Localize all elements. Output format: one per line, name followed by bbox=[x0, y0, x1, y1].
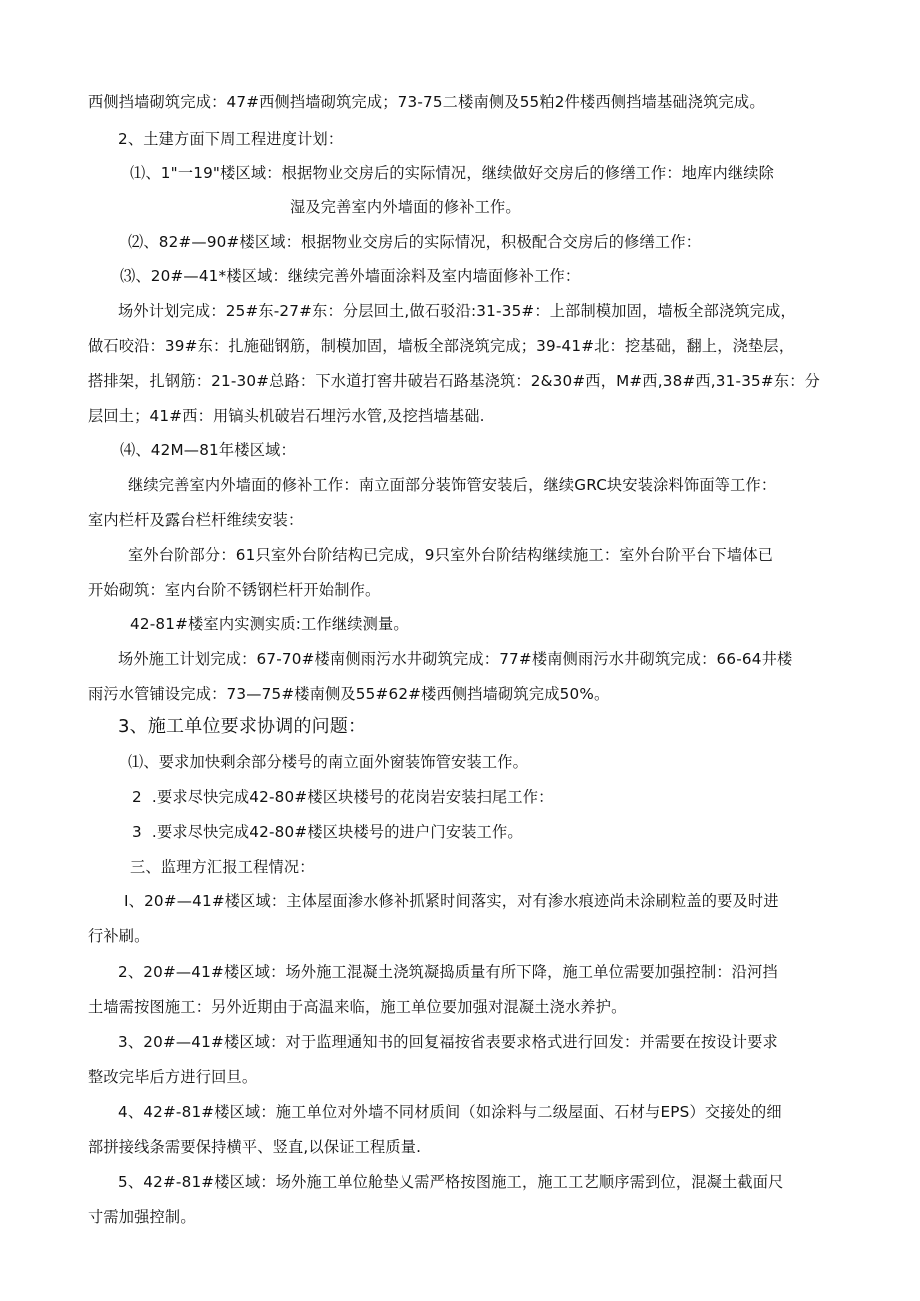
item-3-para-line-4: 层回土；41#西：用镐头机破岩石埋污水管,及挖挡墙基础. bbox=[88, 407, 485, 425]
report-1-line-2: 行补刷。 bbox=[88, 927, 150, 945]
item-3-para-line-3: 搭排架，扎钢筋：21-30#总路：下水道打窖井破岩石路基浇筑：2&30#西，M#西,38#西,31-35#东：分 bbox=[88, 372, 821, 390]
issue-3: 3 .要求尽快完成42-80#楼区块楼号的进户门安装工作。 bbox=[132, 823, 523, 841]
item-4-para2-line-1: 室外台阶部分：61只室外台阶结构已完成，9只室外台阶结构继续施工：室外台阶平台下墙体已 bbox=[128, 546, 774, 564]
report-1-line-1: I、20#—41#楼区域：主体屋面渗水修补抓紧时间落实，对有渗水痕迹尚未涂刷粒盖的要及时进 bbox=[124, 892, 779, 910]
report-3-line-2: 整改完毕后方进行回旦。 bbox=[88, 1068, 258, 1086]
issue-1: ⑴、要求加快剩余部分楼号的南立面外窗装饰管安装工作。 bbox=[128, 753, 529, 771]
item-4-para2-line-2: 开始砌筑：室内台阶不锈钢栏杆开始制作。 bbox=[88, 581, 381, 599]
report-3-line-1: 3、20#—41#楼区域：对于监理通知书的回复福按省表要求格式进行回发：并需要在按设计要求 bbox=[118, 1033, 778, 1051]
item-4-para-line-1: 继续完善室内外墙面的修补工作：南立面部分装饰管安装后，继续GRC块安装涂料饰面等工作： bbox=[128, 476, 777, 494]
item-4-line-1: ⑷、42M—81年楼区域： bbox=[120, 441, 296, 459]
item-1-line-1: ⑴、1"一19"楼区域：根据物业交房后的实际情况，继续做好交房后的修缮工作：地库内继续除 bbox=[130, 164, 775, 182]
report-2-line-2: 土墙需按图施工：另外近期由于高温来临，施工单位要加强对混凝土浇水养护。 bbox=[88, 998, 627, 1016]
report-5-line-2: 寸需加强控制。 bbox=[88, 1208, 196, 1226]
report-2-line-1: 2、20#—41#楼区域：场外施工混凝土浇筑凝捣质量有所下降，施工单位需要加强控制：沿河挡 bbox=[118, 963, 778, 981]
item-4-para3-line-1: 42-81#楼室内实测实质:工作继续测量。 bbox=[130, 615, 409, 633]
section-heading-supervision: 三、监理方汇报工程情况： bbox=[130, 858, 315, 876]
item-3-para-line-1: 场外计划完成：25#东-27#东：分层回土,做石驳沿:31-35#：上部制模加固，墙板全部浇筑完成， bbox=[118, 302, 796, 320]
issue-2: 2 .要求尽快完成42-80#楼区块楼号的花岗岩安装扫尾工作： bbox=[132, 788, 554, 806]
item-1-line-2: 湿及完善室内外墙面的修补工作。 bbox=[290, 198, 521, 216]
item-3-para-line-2: 做石咬沿：39#东：扎施础钢筋，制模加固，墙板全部浇筑完成；39-41#北：挖基础，翻上，浇垫层， bbox=[88, 337, 795, 355]
item-4-para4-line-2: 雨污水管铺设完成：73—75#楼南侧及55#62#楼西侧挡墙砌筑完成50%。 bbox=[88, 685, 610, 703]
item-2-line-1: ⑵、82#—90#楼区域：根据物业交房后的实际情况，积极配合交房后的修缮工作： bbox=[128, 233, 702, 251]
report-5-line-1: 5、42#-81#楼区域：场外施工单位舱垫乂需严格按图施工，施工工艺顺序需到位，混凝土截面尺 bbox=[118, 1173, 784, 1191]
section-heading-2: 2、土建方面下周工程进度计划： bbox=[118, 130, 344, 148]
report-4-line-1: 4、42#-81#楼区域：施工单位对外墙不同材质间（如涂料与二级屋面、石材与EPS）交接处的细 bbox=[118, 1103, 782, 1121]
item-4-para-line-2: 室内栏杆及露台栏杆维续安装： bbox=[88, 511, 304, 529]
item-3-line-1: ⑶、20#—41*楼区域：继续完善外墙面涂料及室内墙面修补工作： bbox=[120, 267, 581, 285]
section-heading-3: 3、施工单位要求协调的问题： bbox=[118, 716, 367, 737]
para-line-prev-end: 西侧挡墙砌筑完成：47#西侧挡墙砌筑完成；73-75二楼南侧及55粕2件楼西侧挡墙基础浇筑完成。 bbox=[88, 93, 765, 111]
report-4-line-2: 部拼接线条需要保持横平、竖直,以保证工程质量. bbox=[88, 1138, 422, 1156]
item-4-para4-line-1: 场外施工计划完成：67-70#楼南侧雨污水井砌筑完成：77#楼南侧雨污水井砌筑完成：66-64井楼 bbox=[118, 650, 793, 668]
